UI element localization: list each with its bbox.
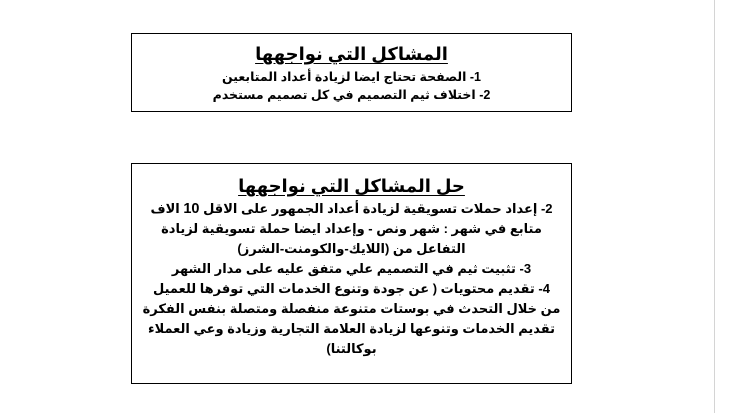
solution-item: 3- تثبيت ثيم في التصميم علي متفق عليه على مدار الشهر — [171, 261, 532, 276]
page-edge-divider — [714, 0, 715, 413]
solutions-box — [131, 163, 572, 384]
problems-box — [131, 33, 572, 112]
problems-list — [132, 68, 571, 104]
solutions-title: حل المشاكل التي نواجهها — [238, 176, 465, 196]
solution-item: 4- تقديم محتويات ( عن جودة وتنوع الخدمات التي توفرها للعميل من خلال التحدث في بوستات متنوعة منفصلة ومتصلة بنفس الفكرة تقديم الخدمات وتنوعها لزيادة العلامة التجارية وزيادة وعي العملاء بوكالتنا) — [142, 281, 561, 356]
solution-item: 2- إعداد حملات تسويقية لزيادة أعداد الجمهور على الاقل 10 الاف متابع في شهر : شهر ونص - وإعداد ايضا حملة تسويقية لزيادة التفاعل من (اللايك-والكومنت-الشرز) — [150, 201, 553, 256]
problem-item: 2- اختلاف ثيم التصميم في كل تصميم مستخدم — [212, 88, 491, 102]
solutions-list — [132, 199, 571, 359]
followers-count: 10 — [183, 201, 200, 217]
problem-item: 1- الصفحة تحتاج ايضا لزيادة أعداد المتابعين — [221, 70, 481, 84]
problems-title: المشاكل التي نواجهها — [255, 44, 448, 64]
